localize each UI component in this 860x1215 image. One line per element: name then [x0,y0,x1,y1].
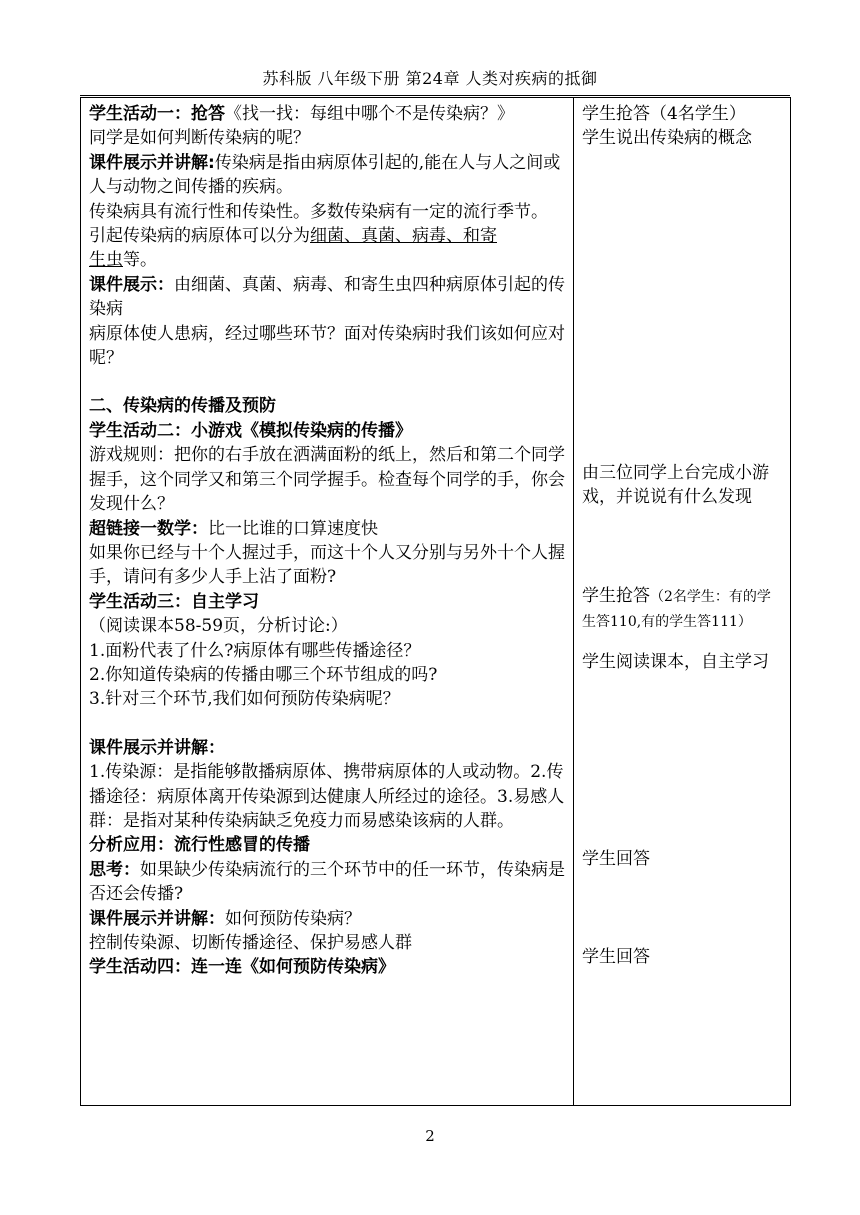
math-question: 如果你已经与十个人握过手，而这十个人又分别与另外十个人握手，请问有多少人手上沾了面粉? [89,542,565,588]
show-4-label: 课件展示并讲解： [89,908,225,929]
read-instruction: （阅读课本58-59页，分析讨论:） [89,616,348,637]
student-activity-cell [574,98,791,1106]
student-note-4-detail: （2名学生：有的学生答110,有的学生答111） [582,588,771,631]
math-link-text: 比一比谁的口算速度快 [208,518,378,539]
discussion-question-3: 3.针对三个环节,我们如何预防传染病呢？ [89,689,400,710]
activity-1-title: 学生活动一：抢答 [89,104,225,124]
student-note-1: 学生抢答（4名学生） [582,104,746,124]
think-label: 思考： [89,859,140,880]
think-text: 如果缺少传染病流行的三个环节中的任一环节，传染病是否还会传播? [89,859,565,905]
pathogen-underline-1: 细菌、真菌、病毒、和寄 [310,226,497,247]
header-rule [80,95,790,96]
lesson-table [80,97,791,1106]
student-note-5: 学生阅读课本，自主学习 [582,652,769,673]
analysis-apply: 分析应用：流行性感冒的传播 [89,835,310,856]
three-links-text: 1.传染源：是指能够散播病原体、携带病原体的人或动物。2.传播途径：病原体离开传染源到达健康人所经过的途径。3.易感人群：是指对某种传染病缺乏免疫力而易感染该病的人群。 [89,762,565,831]
show-2-label: 课件展示： [89,274,174,295]
prevention-measures: 控制传染源、切断传播途径、保护易感人群 [89,933,412,953]
math-link-label: 超链接一数学： [89,518,208,539]
activity-4-title: 学生活动四：连一连《如何预防传染病》 [89,957,395,978]
activity-2-title: 学生活动二：小游戏《模拟传染病的传播》 [89,420,412,441]
discussion-question-1: 1.面粉代表了什么?病原体有哪些传播途径？ [89,640,421,661]
show-3-label: 课件展示并讲解： [89,737,225,758]
show-4-text: 如何预防传染病？ [225,908,361,929]
student-note-3: 由三位同学上台完成小游戏，并说说有什么发现 [582,462,769,508]
page-header: 苏科版 八年级下册 第24章 人类对疾病的抵御 [262,69,598,88]
show-1-text: 传染病是指由病原体引起的,能在人与人之间或人与动物之间传播的疾病。 [89,152,561,198]
activity-3-title: 学生活动三：自主学习 [89,591,259,612]
activity-1-rest: 《找一找：每组中哪个不是传染病？》 [225,104,514,124]
table-row [81,98,791,1106]
pathogen-underline-2: 生虫 [89,250,123,271]
pathogen-pre: 引起传染病的病原体可以分为 [89,226,310,247]
question-2: 病原体使人患病，经过哪些环节？面对传染病时我们该如何应对呢？ [89,323,565,369]
pathogen-post: 等。 [123,250,157,271]
teacher-activity-cell [81,98,574,1106]
page-number: 2 [425,1127,435,1145]
feature-paragraph: 传染病具有流行性和传染性。多数传染病有一定的流行季节。 [89,201,548,222]
question-1: 同学是如何判断传染病的呢？ [89,128,310,149]
show-2-text: 由细菌、真菌、病毒、和寄生虫四种病原体引起的传染病 [89,274,565,320]
section-2-heading: 二、传染病的传播及预防 [89,396,276,417]
show-1-label: 课件展示并讲解: [89,152,215,173]
student-note-6: 学生回答 [582,848,650,869]
student-note-4: 学生抢答 [582,585,650,606]
discussion-question-2: 2.你知道传染病的传播由哪三个环节组成的吗? [89,664,438,685]
student-note-2: 学生说出传染病的概念 [582,128,752,149]
game-rules: 游戏规则：把你的右手放在洒满面粉的纸上，然后和第二个同学握手，这个同学又和第三个同学握手。检查每个同学的手，你会发现什么？ [89,445,565,515]
student-note-7: 学生回答 [582,947,650,968]
